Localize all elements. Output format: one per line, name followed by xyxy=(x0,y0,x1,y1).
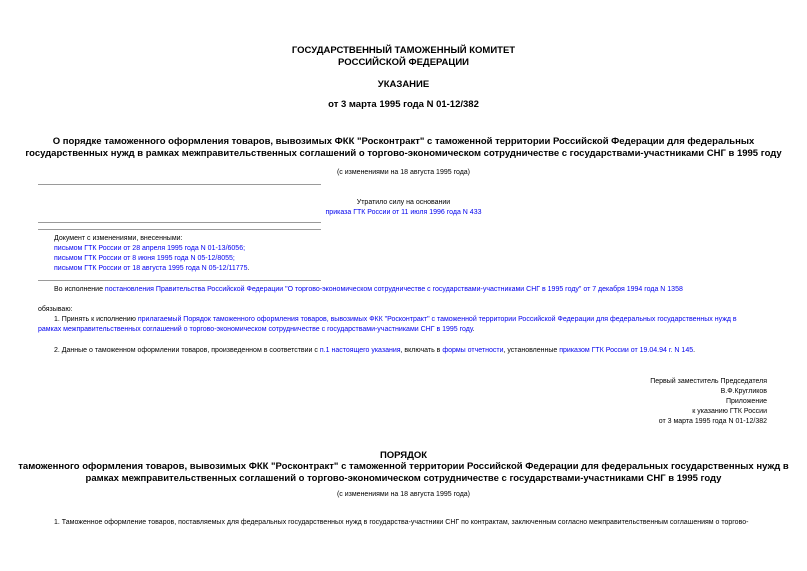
document-title-line2: государственных нужд в рамках межправительственных соглашений о торгово-экономическом сотрудничестве с государствами-участниками СНГ в 1995 году xyxy=(25,148,782,159)
divider xyxy=(38,280,321,281)
item-2-text: , включать в xyxy=(400,347,443,354)
report-forms-link[interactable]: формы отчетности xyxy=(442,347,504,354)
gtk-order-145-link[interactable]: приказом ГТК России от 19.04.94 г. N 145 xyxy=(559,347,694,354)
appendix-label: Приложение xyxy=(725,398,767,405)
point-1-link[interactable]: п.1 xyxy=(319,347,330,354)
order-heading: ПОРЯДОК xyxy=(379,450,428,461)
obligates-text: обязываю: xyxy=(38,306,73,313)
order-title-line2: рамках межправительственных соглашений о торгово-экономическом сотрудничестве с государствами-участниками СНГ в 1995 году xyxy=(85,473,722,484)
preamble-prefix: Во исполнение xyxy=(54,286,105,293)
signatory-name: В.Ф.Кругликов xyxy=(720,388,767,395)
agency-name-line2: РОССИЙСКОЙ ФЕДЕРАЦИИ xyxy=(337,57,469,68)
government-decree-link[interactable]: постановления Правительства Российской Федерации "О торгово-экономическом сотрудничестве с государствами-участниками СНГ в 1995 году" от 7 декабря 1994 года N 1358 xyxy=(104,286,683,293)
order-paragraph-1: 1. Таможенное оформление товаров, поставляемых для федеральных государственных нужд в государства-участники СНГ по контрактам, заключенным согласно межправительственным соглашениям о торгово- xyxy=(54,519,749,526)
amendment-link[interactable]: письмом ГТК России от 28 апреля 1995 года N 01-13/6056; xyxy=(54,245,246,252)
order-title-line1: таможенного оформления товаров, вывозимых ФКК "Росконтракт" с таможенной территории Российской Федерации для федеральных государственных нужд в xyxy=(18,461,789,472)
repeal-order-link[interactable]: приказа ГТК России от 11 июля 1996 года N 433 xyxy=(325,209,482,216)
appendix-date: от 3 марта 1995 года N 01-12/382 xyxy=(658,418,767,425)
item-1-end: . xyxy=(472,326,475,333)
item-2-text: 2. Данные о таможенном оформлении товаров, произведенном в соответствии с xyxy=(54,347,320,354)
divider xyxy=(38,184,321,185)
divider xyxy=(38,222,321,223)
this-instruction-link[interactable]: настоящего указания xyxy=(331,347,401,354)
order-changes-note: (с изменениями на 18 августа 1995 года) xyxy=(336,491,471,498)
changes-note: (с изменениями на 18 августа 1995 года) xyxy=(336,169,471,176)
item-1-prefix: 1. Принять к исполнению xyxy=(54,316,138,323)
amendments-end: . xyxy=(247,265,250,272)
document-type: УКАЗАНИЕ xyxy=(377,79,430,90)
document-date-number: от 3 марта 1995 года N 01-12/382 xyxy=(328,99,479,110)
document-title-line1: О порядке таможенного оформления товаров, вывозимых ФКК "Росконтракт" с таможенной территории Российской Федерации для федеральных xyxy=(52,136,755,147)
order-procedure-link-cont[interactable]: рамках межправительственных соглашений о торгово-экономическом сотрудничестве с государствами-участниками СНГ в 1995 году xyxy=(38,326,473,333)
preamble xyxy=(54,285,683,295)
item-2-text: , установленные xyxy=(503,347,560,354)
amendments-heading: Документ с изменениями, внесенными: xyxy=(54,235,183,242)
appendix-to: к указанию ГТК России xyxy=(692,408,767,415)
divider xyxy=(38,229,321,230)
agency-name-line1: ГОСУДАРСТВЕННЫЙ ТАМОЖЕННЫЙ КОМИТЕТ xyxy=(291,45,516,56)
signatory-position: Первый заместитель Председателя xyxy=(650,378,767,385)
item-2-text: . xyxy=(693,347,696,354)
amendment-link[interactable]: письмом ГТК России от 18 августа 1995 года N 05-12/11775 xyxy=(54,265,248,272)
item-1-line1 xyxy=(54,315,737,325)
repeal-text: Утратило силу на основании xyxy=(356,199,451,206)
item-2 xyxy=(54,346,695,356)
order-procedure-link[interactable]: прилагаемый Порядок таможенного оформления товаров, вывозимых ФКК "Росконтракт" с таможенной территории Российской Федерации для федеральных государственных нужд в xyxy=(137,316,737,323)
item-1-line2 xyxy=(38,325,475,335)
amendment-link[interactable]: письмом ГТК России от 8 июня 1995 года N 05-12/8055; xyxy=(54,255,235,262)
